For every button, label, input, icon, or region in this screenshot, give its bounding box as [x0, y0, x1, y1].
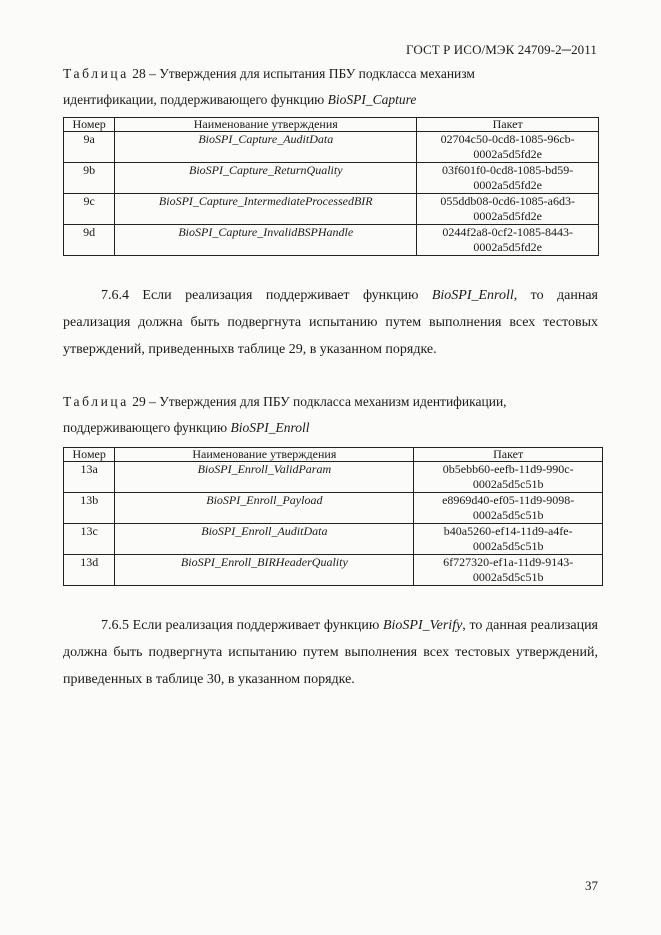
- table-row: [64, 163, 599, 194]
- table-row: [64, 225, 599, 256]
- packet-line-2: 0002a5d5fd2e: [473, 178, 542, 192]
- table-row: [64, 194, 599, 225]
- table28-caption-func: BioSPI_Capture: [327, 92, 417, 107]
- paragraph-7-6-4: [63, 282, 598, 363]
- para-text: 7.6.5 Если реализация поддерживает функцию: [101, 618, 380, 633]
- packet-line-2: 0002a5d5fd2e: [473, 209, 542, 223]
- para-text-cont: , то данная реализация должна быть подвергнута испытанию путем выполнения всех тестовых утверждений, приведенныхв таблице 29, в указанном порядке.: [63, 288, 598, 357]
- packet-line-1: b40a5260-ef14-11d9-a4fe-: [443, 524, 573, 538]
- row-number: 9b: [64, 163, 115, 194]
- packet-line-1: 6f727320-ef1a-11d9-9143-: [443, 555, 574, 569]
- function-name: BioSPI_Verify: [382, 618, 463, 633]
- packet-id: [417, 132, 599, 163]
- table28-col-number: Номер: [64, 118, 115, 132]
- table29-caption-text: 29 – Утверждения для ПБУ подкласса механизм идентификации,: [132, 394, 507, 409]
- packet-line-1: 0244f2a8-0cf2-1085-8443-: [442, 225, 573, 239]
- assertion-name: BioSPI_Enroll_BIRHeaderQuality: [115, 555, 414, 586]
- packet-line-2: 0002a5d5fd2e: [473, 147, 542, 161]
- table29-caption-label: Таблица: [63, 394, 129, 409]
- table29-caption-line2: поддерживающего функцию: [63, 420, 228, 435]
- table-row: [64, 555, 603, 586]
- assertion-name: BioSPI_Enroll_Payload: [115, 493, 414, 524]
- para-text: 7.6.4 Если реализация поддерживает функцию: [101, 288, 419, 303]
- assertion-name: BioSPI_Enroll_ValidParam: [115, 462, 414, 493]
- table28-header-row: [64, 118, 599, 132]
- table29-col-name: Наименование утверждения: [115, 448, 414, 462]
- para-text-cont: , то данная реализация должна быть подвергнута испытанию путем выполнения всех тестовых утверждений, приведенных в таблице 30, в указанном порядке.: [63, 618, 599, 687]
- packet-line-2: 0002a5d5c51b: [472, 508, 544, 522]
- packet-line-1: e8969d40-ef05-11d9-9098-: [442, 493, 575, 507]
- table29: [63, 447, 603, 586]
- packet-id: [417, 225, 599, 256]
- assertion-name: BioSPI_Capture_IntermediateProcessedBIR: [115, 194, 417, 225]
- packet-line-1: 02704c50-0cd8-1085-96cb-: [440, 132, 575, 146]
- table28-caption-line2: идентификации, поддерживающего функцию: [63, 92, 325, 107]
- row-number: 13a: [64, 462, 115, 493]
- row-number: 13c: [64, 524, 115, 555]
- packet-line-1: 03f601f0-0cd8-1085-bd59-: [442, 163, 574, 177]
- assertion-name: BioSPI_Enroll_AuditData: [115, 524, 414, 555]
- paragraph-7-6-5: [63, 612, 598, 693]
- row-number: 13b: [64, 493, 115, 524]
- row-number: 9d: [64, 225, 115, 256]
- packet-id: [417, 194, 599, 225]
- table-row: [64, 132, 599, 163]
- packet-line-2: 0002a5d5c51b: [472, 570, 544, 584]
- packet-line-2: 0002a5d5fd2e: [473, 240, 542, 254]
- packet-line-2: 0002a5d5c51b: [472, 477, 544, 491]
- table29-caption: [63, 389, 603, 441]
- table28-caption: [63, 61, 603, 113]
- row-number: 13d: [64, 555, 115, 586]
- table-row: [64, 493, 603, 524]
- row-number: 9c: [64, 194, 115, 225]
- packet-line-2: 0002a5d5c51b: [472, 539, 544, 553]
- assertion-name: BioSPI_Capture_InvalidBSPHandle: [115, 225, 417, 256]
- table29-col-packet: Пакет: [414, 448, 603, 462]
- packet-id: [414, 462, 603, 493]
- row-number: 9a: [64, 132, 115, 163]
- packet-id: [414, 493, 603, 524]
- packet-id: [414, 555, 603, 586]
- function-name: BioSPI_Enroll: [431, 288, 514, 303]
- packet-id: [417, 163, 599, 194]
- assertion-name: BioSPI_Capture_ReturnQuality: [115, 163, 417, 194]
- table-row: [64, 462, 603, 493]
- assertion-name: BioSPI_Capture_AuditData: [115, 132, 417, 163]
- table28-col-packet: Пакет: [417, 118, 599, 132]
- table28: [63, 117, 599, 256]
- table-row: [64, 524, 603, 555]
- table29-header-row: [64, 448, 603, 462]
- packet-line-1: 0b5ebb60-eefb-11d9-990c-: [442, 462, 574, 476]
- table29-col-number: Номер: [64, 448, 115, 462]
- packet-line-1: 055ddb08-0cd6-1085-a6d3-: [440, 194, 575, 208]
- table29-caption-func: BioSPI_Enroll: [230, 420, 310, 435]
- packet-id: [414, 524, 603, 555]
- table28-col-name: Наименование утверждения: [115, 118, 417, 132]
- table28-caption-text: 28 – Утверждения для испытания ПБУ подкласса механизм: [132, 66, 475, 81]
- table28-caption-label: Таблица: [63, 66, 129, 81]
- page-number: 37: [585, 878, 598, 893]
- standard-header: ГОСТ Р ИСО/МЭК 24709-2─2011: [406, 42, 597, 57]
